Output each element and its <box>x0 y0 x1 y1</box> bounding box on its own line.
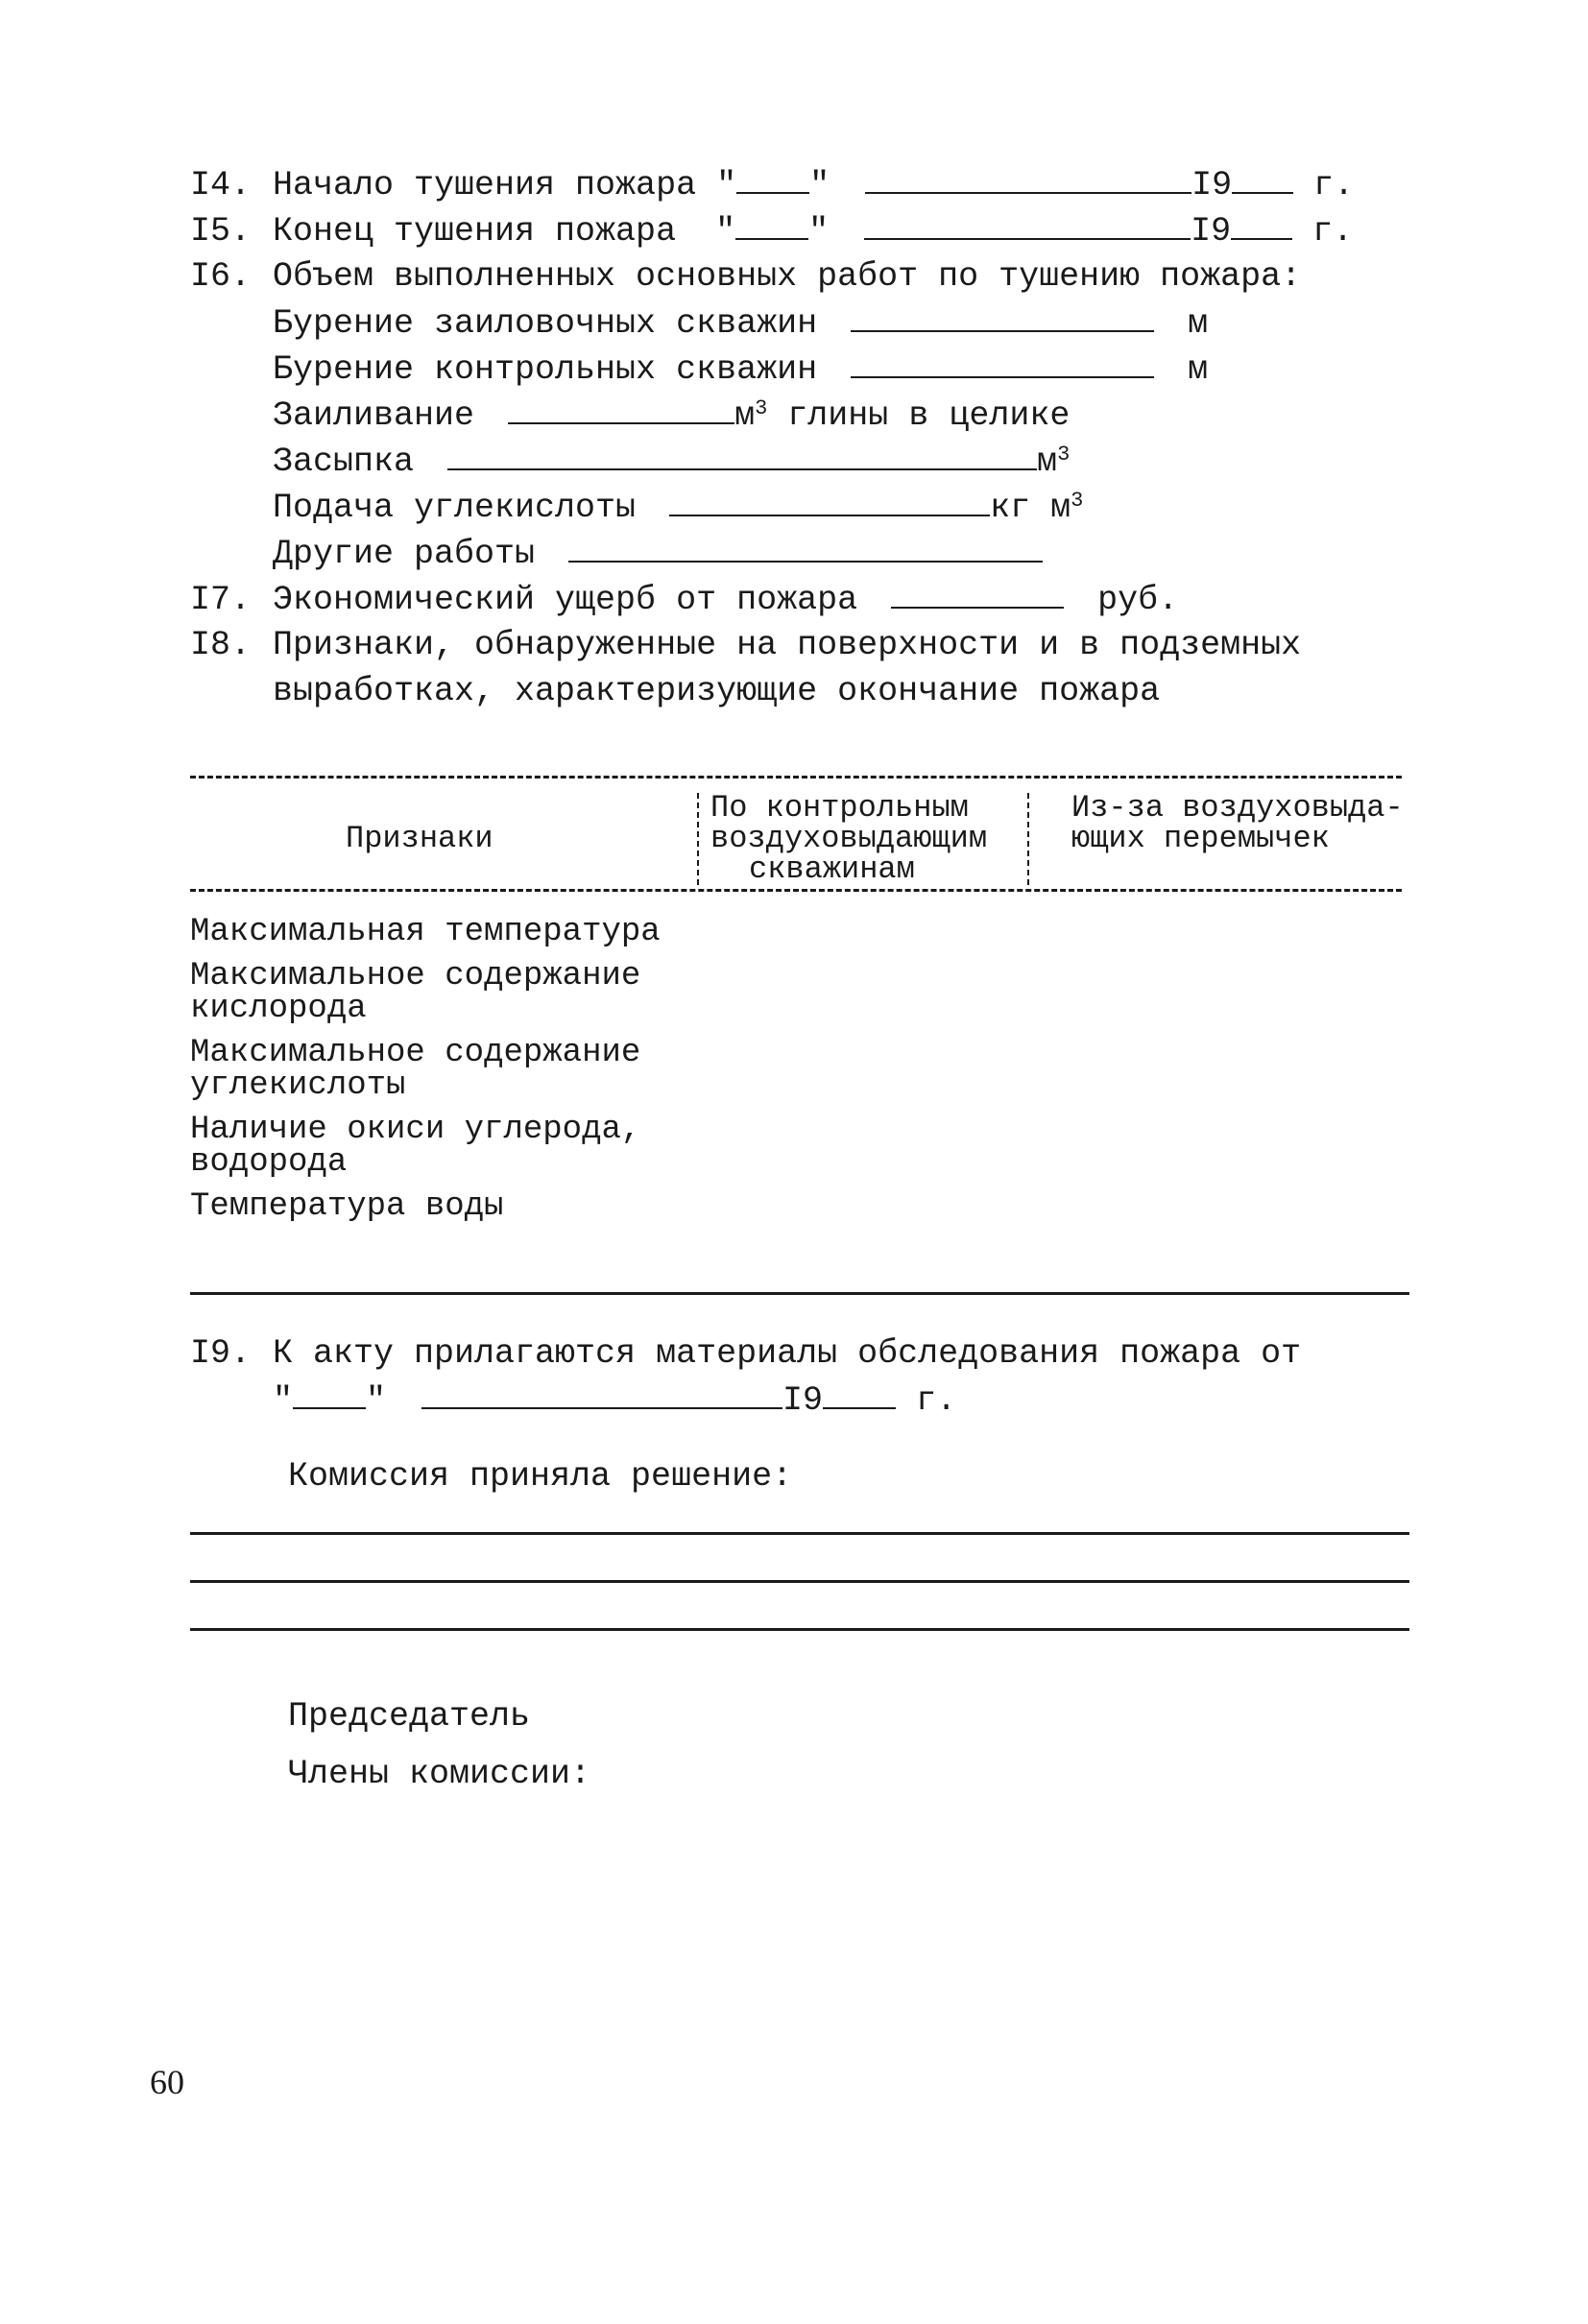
month-field[interactable] <box>865 163 1191 194</box>
quote-close: " <box>366 1381 387 1420</box>
item-19 <box>190 1332 1301 1375</box>
quote-open: " <box>716 166 737 204</box>
row-label: Максимальная температура <box>190 914 661 950</box>
decision-line[interactable] <box>190 1532 1409 1535</box>
unit-label: м <box>734 396 756 435</box>
backfill-field[interactable] <box>447 440 1037 470</box>
item-number: I4. <box>190 166 252 204</box>
decision-label: Комиссия приняла решение: <box>288 1457 793 1496</box>
drill-ctrl-row <box>273 347 1208 391</box>
drill-zail-row <box>273 301 1208 345</box>
unit-superscript: 3 <box>1071 489 1084 513</box>
unit-superscript: 3 <box>1057 443 1071 467</box>
unit-label: кг м <box>990 489 1071 527</box>
item-text: Объем выполненных основных работ по тушению пожара: <box>273 257 1302 296</box>
item-18-continued <box>273 670 1160 712</box>
header-line: воздуховыдающим <box>710 821 988 856</box>
item-14 <box>190 163 1354 206</box>
row-label: Наличие окиси углерода, <box>190 1112 641 1148</box>
unit-label: м <box>1188 350 1209 389</box>
item-16 <box>190 255 1301 298</box>
item-text: К акту прилагаются материалы обследования пожара от <box>273 1334 1302 1373</box>
co2-row <box>273 486 1083 529</box>
table-row <box>190 1114 640 1179</box>
silting-label: Заиливание <box>273 396 475 435</box>
item-number: I5. <box>190 212 252 251</box>
quote-open: " <box>273 1381 294 1420</box>
page-number: 60 <box>150 2063 184 2101</box>
day-field[interactable] <box>736 163 809 194</box>
item-text: Конец тушения пожара <box>273 212 677 251</box>
year-suffix: г. <box>1312 212 1354 251</box>
backfill-label: Засыпка <box>273 443 415 481</box>
drill-ctrl-field[interactable] <box>851 347 1154 378</box>
day-field[interactable] <box>293 1378 366 1409</box>
column-divider <box>697 793 699 885</box>
decision-line[interactable] <box>190 1628 1409 1631</box>
column-divider <box>1027 793 1029 885</box>
year-field[interactable] <box>823 1378 896 1409</box>
other-works-field[interactable] <box>568 532 1043 563</box>
item-text: Признаки, обнаруженные на поверхности и в подземных <box>273 626 1302 664</box>
table-bottom-rule <box>190 1292 1409 1295</box>
row-label: водорода <box>190 1144 348 1181</box>
item-18 <box>190 624 1301 666</box>
silting-row <box>273 394 1070 437</box>
header-bulkheads <box>1071 790 1404 856</box>
item-17 <box>190 578 1178 621</box>
table-row <box>190 916 661 948</box>
month-field[interactable] <box>421 1378 782 1409</box>
header-control-wells <box>710 790 988 887</box>
header-line: Из-за воздуховыда- <box>1071 790 1404 826</box>
silting-field[interactable] <box>508 394 734 424</box>
row-label: Максимальное содержание <box>190 1035 641 1071</box>
year-suffix: г. <box>1313 166 1355 204</box>
silting-tail: глины в целике <box>787 396 1071 435</box>
unit-label: м <box>1188 304 1209 343</box>
item-text: выработках, характеризующие окончание пожара <box>273 672 1161 710</box>
row-label: Температура воды <box>190 1188 504 1225</box>
item-number: I8. <box>190 626 252 664</box>
quote-open: " <box>715 212 736 251</box>
chairman-label: Председатель <box>288 1697 531 1736</box>
year-prefix: I9 <box>782 1381 824 1420</box>
item-number: I9. <box>190 1334 252 1373</box>
drill-zail-field[interactable] <box>851 301 1154 332</box>
month-field[interactable] <box>864 209 1191 240</box>
item-text: Экономический ущерб от пожара <box>273 581 858 619</box>
other-works-label: Другие работы <box>273 535 536 573</box>
header-line: По контрольным <box>710 790 969 826</box>
decision-line[interactable] <box>190 1580 1409 1583</box>
year-prefix: I9 <box>1191 166 1233 204</box>
co2-field[interactable] <box>669 486 990 516</box>
year-field[interactable] <box>1231 209 1292 240</box>
table-row <box>190 960 640 1025</box>
co2-label: Подача углекислоты <box>273 489 637 527</box>
other-works-row <box>273 532 1043 575</box>
quote-close: " <box>808 212 830 251</box>
row-label: кислорода <box>190 991 367 1027</box>
drill-ctrl-label: Бурение контрольных скважин <box>273 350 818 389</box>
year-prefix: I9 <box>1191 212 1232 251</box>
header-line: ющих перемычек <box>1071 821 1330 856</box>
header-signs: Признаки <box>346 821 493 856</box>
table-row <box>190 1037 640 1102</box>
members-label: Члены комиссии: <box>288 1755 591 1793</box>
table-header-rule <box>190 889 1402 892</box>
damage-field[interactable] <box>891 578 1064 609</box>
item-19-date <box>273 1378 956 1422</box>
row-label: Максимальное содержание <box>190 958 641 994</box>
item-number: I7. <box>190 581 252 619</box>
day-field[interactable] <box>735 209 808 240</box>
year-field[interactable] <box>1232 163 1293 194</box>
item-text: Начало тушения пожара <box>273 166 697 204</box>
item-number: I6. <box>190 257 252 296</box>
drill-zail-label: Бурение заиловочных скважин <box>273 304 818 343</box>
unit-label: м <box>1037 443 1058 481</box>
table-top-rule <box>190 776 1402 779</box>
unit-superscript: 3 <box>755 396 768 420</box>
year-suffix: г. <box>916 1381 957 1420</box>
unit-label: руб. <box>1097 581 1179 619</box>
quote-close: " <box>809 166 830 204</box>
header-line: скважинам <box>749 851 915 887</box>
backfill-row <box>273 440 1070 483</box>
row-label: углекислоты <box>190 1067 406 1104</box>
item-15 <box>190 209 1353 252</box>
table-row <box>190 1190 503 1223</box>
